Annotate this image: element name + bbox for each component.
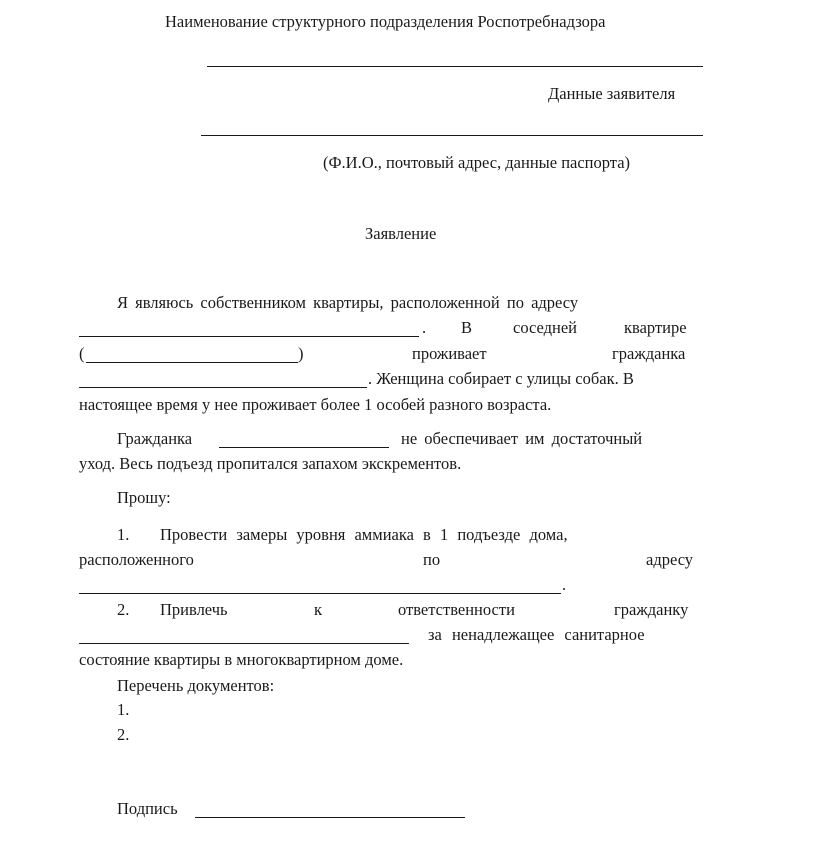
- request-label: Прошу:: [117, 488, 171, 507]
- request-item2-l1-w3: ответственности: [398, 600, 515, 619]
- request-item1-line1: Провести замеры уровня аммиака в 1 подъезде дома,: [160, 525, 568, 544]
- documents-label: Перечень документов:: [117, 676, 275, 695]
- house-address-line: [79, 593, 561, 594]
- request-item1-l3-period: .: [562, 575, 567, 594]
- para1-l3-w1: проживает: [412, 344, 487, 363]
- documents-item-2: 2.: [117, 725, 130, 744]
- org-label: Наименование структурного подразделения Роспотребнадзора: [165, 12, 606, 31]
- request-item1-l2-w3: адресу: [646, 550, 694, 569]
- para1-l3-close: ): [298, 344, 304, 363]
- org-name-line: [207, 66, 703, 67]
- para1-l2-w1: В: [461, 318, 473, 337]
- para1-l2-period: .: [422, 318, 427, 337]
- para2-line2: уход. Весь подъезд пропитался запахом экскрементов.: [79, 454, 462, 473]
- request-item2-l1-w1: Привлечь: [160, 600, 228, 619]
- para2-l1-text: не обеспечивает им достаточный: [401, 429, 643, 448]
- citizen-name-line-3: [79, 643, 409, 644]
- citizen-name-line: [79, 387, 367, 388]
- request-item1-l2-w1: расположенного: [79, 550, 194, 569]
- citizen-name-line-2: [219, 447, 389, 448]
- request-item2-l1-w4: гражданку: [614, 600, 689, 619]
- request-item1-l2-w2: по: [423, 550, 441, 569]
- documents-item-1: 1.: [117, 700, 130, 719]
- para1-l2-w3: квартире: [624, 318, 687, 337]
- para1-l2-w2: соседней: [513, 318, 577, 337]
- document-title: Заявление: [365, 224, 437, 243]
- request-item2-num: 2.: [117, 600, 130, 619]
- owner-address-line: [79, 336, 419, 337]
- signature-label: Подпись: [117, 799, 178, 818]
- para1-l3-w2: гражданка: [612, 344, 686, 363]
- applicant-hint: (Ф.И.О., почтовый адрес, данные паспорта): [323, 153, 631, 172]
- request-item2-l2-text: за ненадлежащее санитарное: [428, 625, 645, 644]
- para1-line1: Я являюсь собственником квартиры, расположенной по адресу: [117, 293, 579, 312]
- request-item2-l1-w2: к: [314, 600, 323, 619]
- applicant-data-line: [201, 135, 703, 136]
- applicant-label: Данные заявителя: [548, 84, 676, 103]
- signature-line: [195, 817, 465, 818]
- para2-l1-w1: Гражданка: [117, 429, 193, 448]
- request-item1-num: 1.: [117, 525, 130, 544]
- request-item2-line3: состояние квартиры в многоквартирном доме.: [79, 650, 404, 669]
- para1-l3-open: (: [79, 344, 85, 363]
- neighbor-apartment-line: [86, 362, 298, 363]
- para1-l4-text: . Женщина собирает с улицы собак. В: [368, 369, 634, 388]
- para1-line5: настоящее время у нее проживает более 1 особей разного возраста.: [79, 395, 552, 414]
